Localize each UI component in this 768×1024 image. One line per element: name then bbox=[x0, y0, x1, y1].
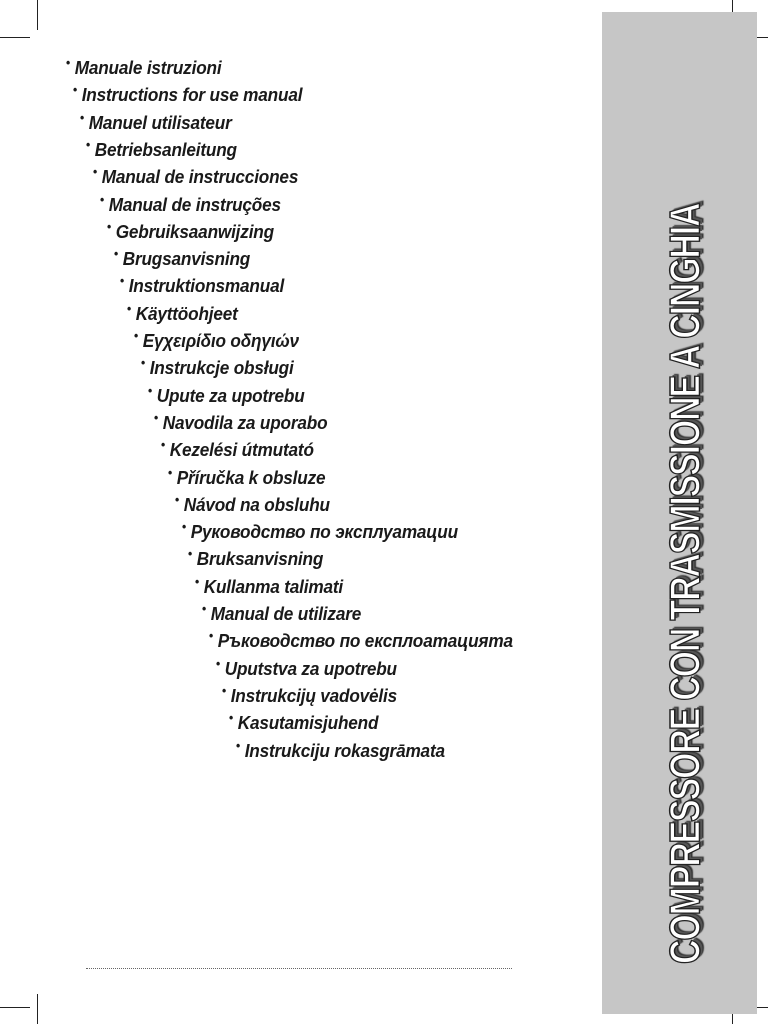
list-item bbox=[222, 682, 398, 709]
bullet-icon: • bbox=[188, 546, 193, 562]
list-item bbox=[202, 603, 361, 627]
list-item bbox=[86, 136, 238, 163]
list-item bbox=[182, 521, 458, 545]
list-item bbox=[147, 382, 305, 409]
list-item-label: Manual de utilizare bbox=[210, 603, 362, 624]
list-item bbox=[209, 630, 513, 654]
list-item-label: Εγχειρίδιο οδηγιών bbox=[142, 330, 299, 351]
list-item bbox=[127, 300, 238, 327]
list-item-label: Instructions for use manual bbox=[81, 84, 303, 106]
bullet-icon: • bbox=[195, 573, 200, 589]
bullet-icon: • bbox=[222, 682, 227, 698]
list-item-label: Instruktionsmanual bbox=[129, 275, 285, 297]
list-item-label: Návod na obsluhu bbox=[183, 493, 330, 515]
list-item bbox=[168, 464, 326, 491]
list-item-label: Kullanma talimati bbox=[203, 575, 344, 597]
bullet-icon: • bbox=[161, 437, 166, 453]
list-item-label: Manuale istruzioni bbox=[74, 57, 222, 78]
bullet-icon: • bbox=[215, 655, 220, 671]
bullet-icon: • bbox=[134, 328, 139, 343]
bullet-icon: • bbox=[208, 628, 213, 644]
footer-dotted-rule bbox=[86, 968, 512, 969]
list-item-label: Manuel utilisateur bbox=[88, 111, 232, 133]
bullet-icon: • bbox=[79, 109, 84, 125]
list-item-label: Instrukciju rokasgrāmata bbox=[244, 739, 445, 761]
bullet-icon: • bbox=[140, 355, 145, 371]
list-item-label: Bruksanvisning bbox=[197, 548, 324, 570]
list-item-label: Navodila za uporabo bbox=[163, 411, 328, 433]
list-item-label: Instrukcijų vadovėlis bbox=[231, 684, 398, 706]
list-item-label: Руководство по эксплуатации bbox=[190, 521, 458, 543]
list-item bbox=[79, 109, 232, 136]
bullet-icon: • bbox=[113, 246, 118, 262]
list-item bbox=[229, 712, 378, 736]
crop-mark-bottom-left-horizontal bbox=[0, 1007, 30, 1008]
list-item bbox=[73, 84, 302, 108]
bullet-icon: • bbox=[168, 464, 173, 480]
list-item-label: Brugsanvisning bbox=[122, 248, 250, 270]
list-item bbox=[195, 573, 344, 600]
bullet-icon: • bbox=[72, 82, 77, 98]
list-item-label: Kasutamisjuhend bbox=[237, 712, 379, 734]
list-item-label: Manual de instruções bbox=[108, 193, 281, 215]
crop-mark-top-left-vertical bbox=[37, 0, 38, 30]
list-item-label: Manual de instrucciones bbox=[101, 166, 299, 188]
bullet-icon: • bbox=[120, 273, 125, 289]
list-item-label: Příručka k obsluze bbox=[176, 466, 326, 488]
list-item bbox=[236, 737, 445, 764]
list-item bbox=[106, 218, 274, 245]
bullet-icon: • bbox=[93, 164, 98, 180]
bullet-icon: • bbox=[229, 710, 234, 726]
bullet-icon: • bbox=[154, 409, 159, 425]
bullet-icon: • bbox=[174, 491, 179, 507]
bullet-icon: • bbox=[127, 300, 132, 316]
list-item bbox=[161, 439, 314, 463]
list-item bbox=[174, 491, 330, 518]
bullet-icon: • bbox=[202, 601, 207, 616]
list-item-label: Instrukcje obsługi bbox=[149, 357, 294, 379]
list-item bbox=[114, 248, 250, 272]
list-item-label: Gebruiksaanwijzing bbox=[115, 220, 274, 242]
list-item-label: Ръководство по експлоатацията bbox=[217, 630, 513, 652]
list-item-label: Käyttöohjeet bbox=[135, 302, 238, 324]
bullet-icon: • bbox=[100, 191, 105, 207]
bullet-icon: • bbox=[86, 136, 91, 152]
list-item bbox=[93, 166, 298, 190]
list-item-label: Uputstva za upotrebu bbox=[224, 657, 397, 679]
list-item bbox=[215, 655, 397, 682]
list-item-label: Kezelési útmutató bbox=[169, 439, 314, 461]
list-item-label: Betriebsanleitung bbox=[95, 138, 238, 160]
crop-mark-top-left-horizontal bbox=[0, 37, 30, 38]
bullet-icon: • bbox=[181, 519, 186, 535]
list-item bbox=[134, 330, 299, 354]
bullet-icon: • bbox=[66, 55, 71, 70]
bullet-icon: • bbox=[236, 737, 241, 753]
list-item bbox=[66, 57, 221, 81]
crop-mark-bottom-left-vertical bbox=[37, 994, 38, 1024]
bullet-icon: • bbox=[106, 218, 111, 234]
list-item-label: Upute za upotrebu bbox=[156, 384, 305, 406]
list-item bbox=[188, 548, 323, 572]
list-item bbox=[120, 275, 284, 299]
list-item bbox=[100, 191, 281, 218]
bullet-icon: • bbox=[147, 382, 152, 398]
side-title: COMPRESSORE CON TRASMISSIONE A CINGHIA bbox=[662, 203, 710, 964]
list-item bbox=[141, 357, 294, 381]
list-item bbox=[154, 409, 328, 436]
